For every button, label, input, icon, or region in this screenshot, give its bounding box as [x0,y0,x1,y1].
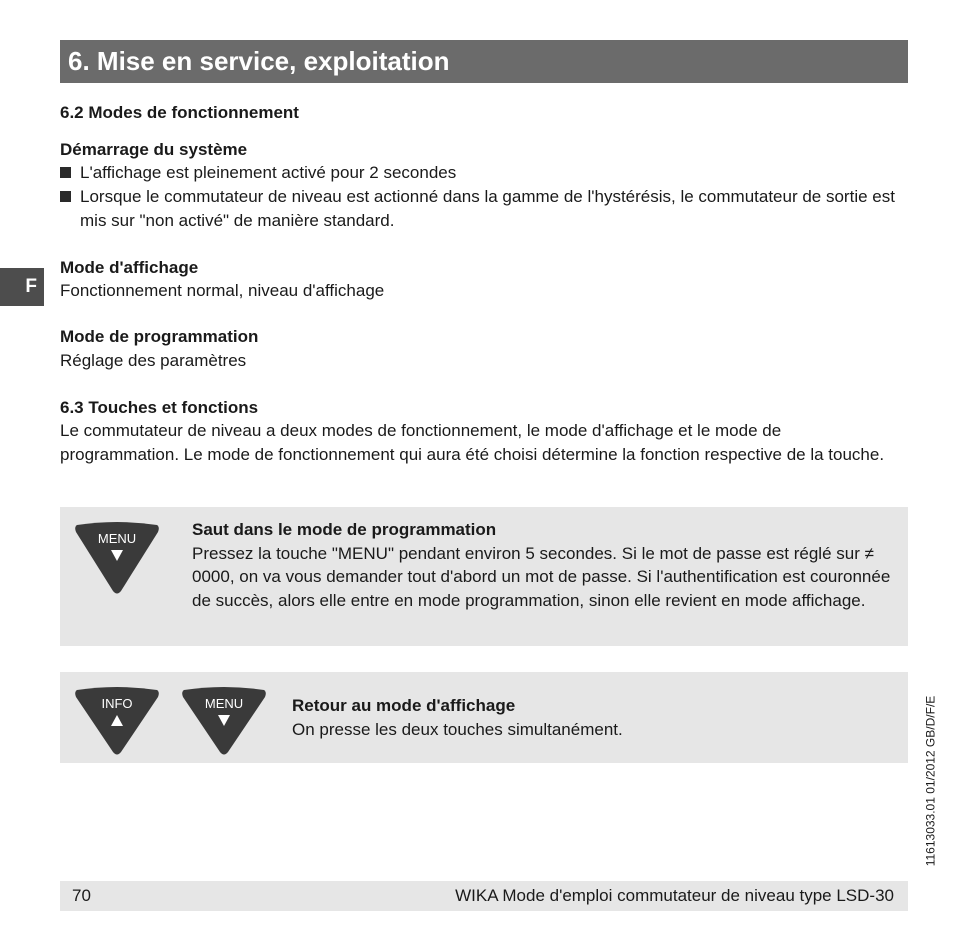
box1-heading: Saut dans le mode de programmation [192,520,497,539]
bullet-square-icon [60,191,71,202]
bullet-text: Lorsque le commutateur de niveau est actionné dans la gamme de l'hystérésis, le commutateur de sortie est mis sur "non activé" de manière standard. [80,187,895,230]
program-mode-text: Réglage des paramètres [60,351,247,370]
chapter-title-bar [60,40,908,83]
document-code-text: 11613033.01 01/2012 GB/D/F/E [923,695,938,867]
menu-key-icon [180,684,268,756]
page-number: 70 [72,886,91,905]
language-tab: F [0,268,44,306]
section-6-3-text: Le commutateur de niveau a deux modes de fonctionnement, le mode d'affichage et le mode de programmation. Le mode de fonctionnement qui aura été choisi détermine la fonction respective de la touche. [60,421,885,464]
section-heading-6-3: 6.3 Touches et fonctions [60,398,259,417]
info-key-label: INFO [101,696,133,711]
box1-text: Pressez la touche "MENU" pendant environ 5 secondes. Si le mot de passe est réglé sur ≠ 0000, on va vous demander tout d'abord un mot de passe. Si l'authentification est couronnée de succès, alors elle entre en mode programmation, sinon elle revient en mode affichage. [192,543,891,610]
display-mode-text: Fonctionnement normal, niveau d'affichage [60,281,385,300]
box2-heading: Retour au mode d'affichage [292,696,516,715]
program-mode-heading: Mode de programmation [60,327,259,346]
startup-heading: Démarrage du système [60,140,248,159]
section-heading-6-2: 6.2 Modes de fonctionnement [60,103,299,122]
display-mode-heading: Mode d'affichage [60,258,199,277]
page-footer [60,881,908,911]
menu-key-icon [73,519,161,595]
bullet-square-icon [60,167,71,178]
chapter-title: 6. Mise en service, exploitation [68,46,450,76]
info-key-icon [73,684,161,756]
menu-key-label: MENU [204,696,244,711]
menu-key-label: MENU [97,531,137,546]
info-menu-keys-box [60,672,908,763]
bullet-text: L'affichage est pleinement activé pour 2 secondes [80,163,457,182]
footer-doc-title: WIKA Mode d'emploi commutateur de niveau type LSD-30 [455,886,894,905]
document-code [917,682,943,880]
box2-text: On presse les deux touches simultanément. [292,719,623,739]
menu-key-info-box [60,507,908,646]
